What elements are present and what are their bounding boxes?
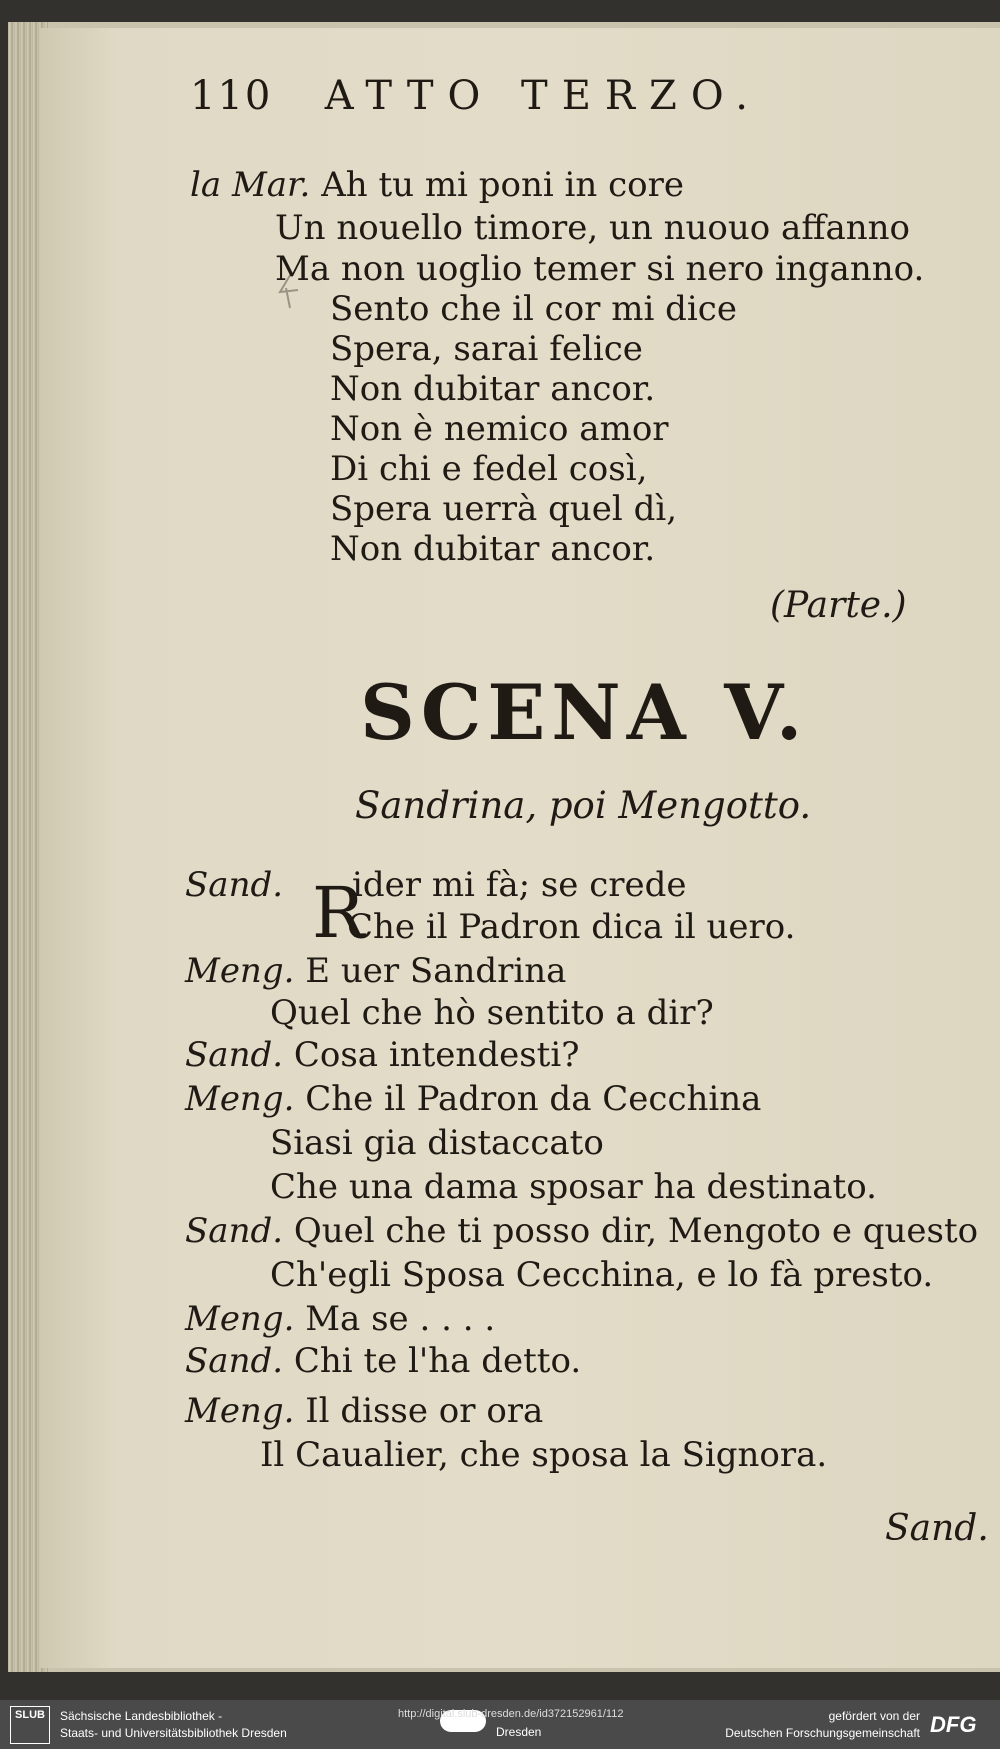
dialogue-line: Meng. Il disse or ora: [185, 1391, 544, 1431]
dialogue-line: Meng. E uer Sandrina: [185, 951, 567, 991]
dialogue-line: Sand.: [185, 865, 284, 905]
dialogue-line: Meng. Ma se . . . .: [185, 1299, 496, 1339]
dialogue-line: Sand. Cosa intendesti?: [185, 1035, 580, 1075]
running-title: ATTO TERZO.: [324, 73, 762, 119]
funder-text: gefördert von der Deutschen Forschungsgemeinschaft: [725, 1709, 920, 1740]
catchword: Sand.: [885, 1508, 989, 1549]
book-page: [40, 28, 1000, 1668]
verse-line: Di chi e fedel così,: [330, 449, 648, 489]
scene-characters: Sandrina, poi Mengotto.: [355, 784, 812, 827]
verse-line: Spera, sarai felice: [330, 329, 643, 369]
dialogue-line: Il Caualier, che sposa la Signora.: [260, 1435, 828, 1475]
verse-line: la Mar. Ah tu mi poni in core: [190, 165, 685, 205]
dialogue-line: Che il Padron dica il uero.: [347, 907, 796, 947]
viewer-footer: [0, 1700, 1000, 1749]
verse-line: Ma non uoglio temer si nero inganno.: [275, 249, 925, 289]
dialogue-line: Ch'egli Sposa Cecchina, e lo fà presto.: [270, 1255, 934, 1295]
dfg-logo[interactable]: DFG: [930, 1712, 977, 1737]
verse-line: Non è nemico amor: [330, 409, 669, 449]
verse-line: Non dubitar ancor.: [330, 529, 656, 569]
scene-title: SCENA V.: [360, 668, 809, 757]
dialogue-line: Sand. Quel che ti posso dir, Mengoto e questo: [185, 1211, 979, 1251]
verse-line: Sento che il cor mi dice: [330, 289, 737, 329]
dialogue-line: Quel che hò sentito a dir?: [270, 993, 714, 1033]
verse-line: Un nouello timore, un nuouo affanno: [275, 208, 911, 248]
record-url[interactable]: http://digital.slub-dresden.de/id372152961/112: [398, 1708, 624, 1720]
page-number: 110: [190, 73, 273, 119]
running-header: [190, 73, 762, 119]
dialogue-line: ider mi fà; se crede: [352, 865, 687, 905]
dialogue-line: Meng. Che il Padron da Cecchina: [185, 1079, 762, 1119]
verse-line: Spera uerrà quel dì,: [330, 489, 678, 529]
dialogue-line: Che una dama sposar ha destinato.: [270, 1167, 877, 1207]
verse-line: Non dubitar ancor.: [330, 369, 656, 409]
dialogue-line: Siasi gia distaccato: [270, 1123, 604, 1163]
stage-direction: (Parte.): [770, 585, 907, 626]
location-label: Dresden: [496, 1725, 542, 1739]
slub-logo[interactable]: SLUB: [10, 1706, 50, 1744]
drop-cap: R: [312, 872, 365, 954]
institution-name: Sächsische Landesbibliothek - Staats- und Universitätsbibliothek Dresden: [60, 1709, 287, 1740]
dialogue-line: Sand. Chi te l'ha detto.: [185, 1341, 582, 1381]
